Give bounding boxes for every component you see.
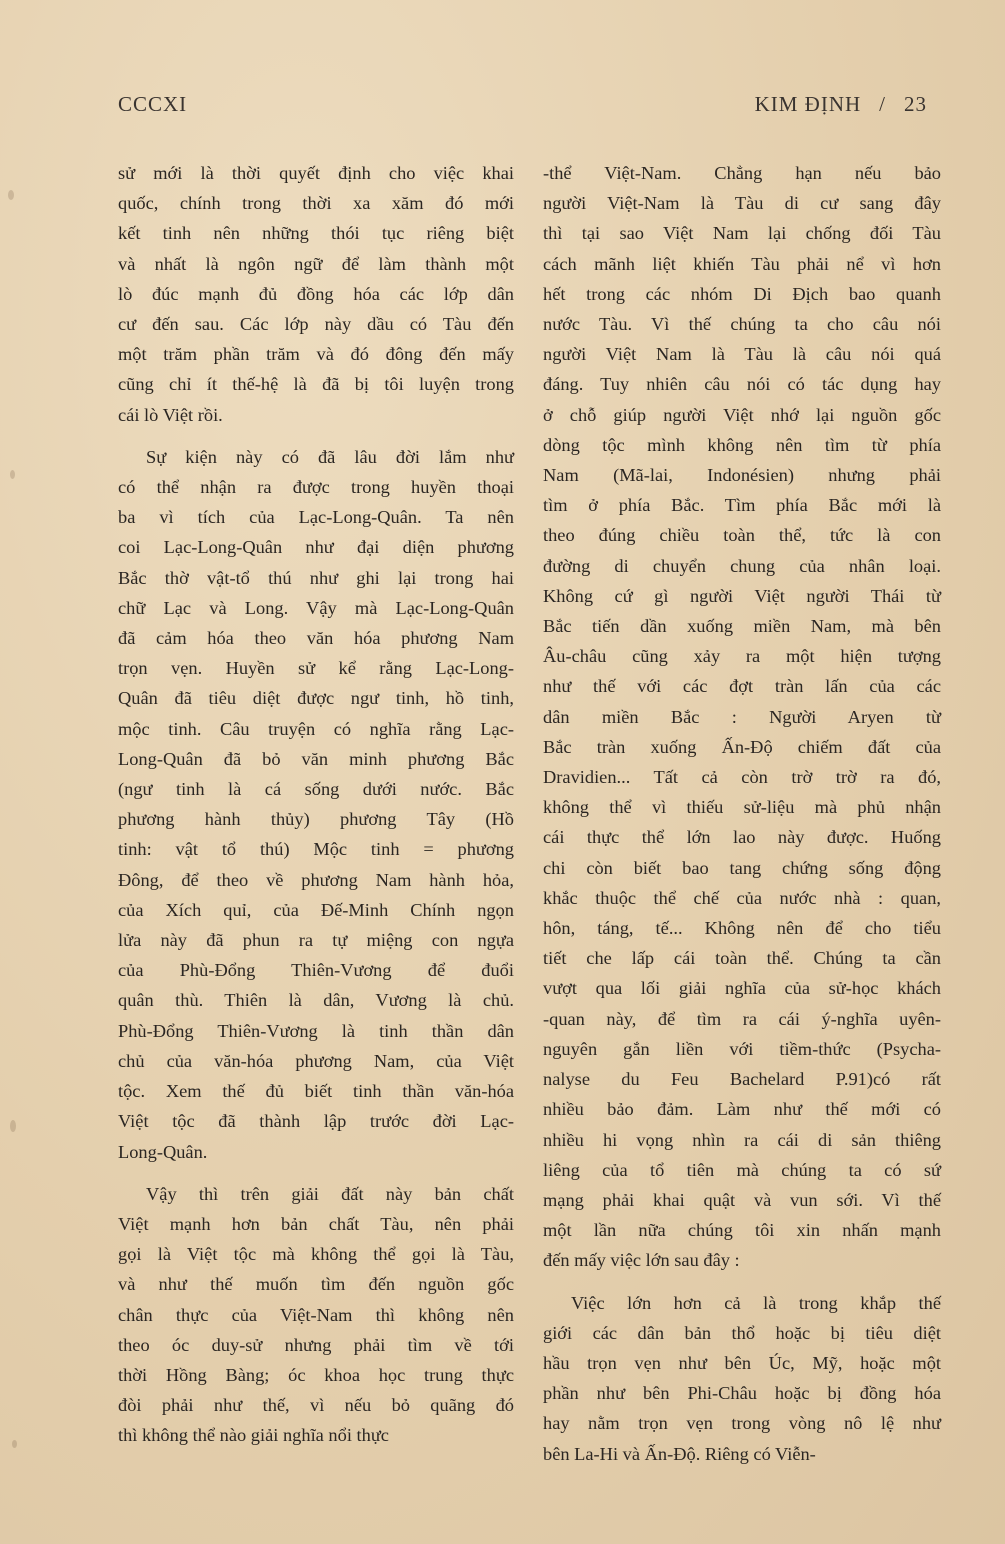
text-line: chủ của văn-hóa phương Nam, của Việt [118, 1050, 514, 1071]
text-line: không thể vì thiếu sử-liệu mà phủ nhận [543, 797, 941, 818]
text-line: Nam (Mã-lai, Indonésien) nhưng phải [543, 465, 941, 486]
text-line: người Việt Nam là Tàu là câu nói quá [543, 344, 941, 365]
text-line: -quan này, để tìm ra cái ý-nghĩa uyên- [543, 1008, 941, 1029]
text-line: dân miền Bắc : Người Aryen từ [543, 706, 941, 727]
text-line: Vậy thì trên giải đất này bản chất [146, 1183, 514, 1204]
text-line: nhiều hi vọng nhìn ra cái di sản thiêng [543, 1129, 941, 1150]
text-line: trọn vẹn. Huyền sử kể rằng Lạc-Long- [118, 658, 514, 679]
text-line: có thể nhận ra được trong huyền thoại [118, 477, 514, 498]
text-line: ba vì tích của Lạc-Long-Quân. Ta nên [118, 507, 514, 528]
text-line: chi còn biết bao tang chứng sống động [543, 857, 941, 878]
text-line: Bắc tiến dần xuống miền Nam, mà bên [543, 616, 941, 637]
text-line: nước Tàu. Vì thế chúng ta cho câu nói [543, 314, 941, 335]
text-line: liêng của tổ tiên mà chúng ta có sứ [543, 1159, 941, 1180]
text-line: tiết che lấp cái toàn thể. Chúng ta cần [543, 948, 941, 969]
text-line: nhiều bảo đảm. Làm như thế mới có [543, 1099, 941, 1120]
text-line: nguyên gắn liền với tiềm-thức (Psycha- [543, 1038, 941, 1059]
text-line: và như thế muốn tìm đến nguồn gốc [118, 1274, 514, 1295]
text-line: của Phù-Đổng Thiên-Vương để đuổi [118, 960, 514, 981]
text-line: của Xích quỉ, của Đế-Minh Chính ngọn [118, 899, 514, 920]
text-line: quân thù. Thiên là dân, Vương là chủ. [118, 990, 514, 1011]
paper-mark [12, 1440, 17, 1448]
text-line: người Việt-Nam là Tàu di cư sang đây [543, 193, 941, 214]
paper-mark [8, 190, 14, 200]
text-line: đường di chuyển chung của nhân loại. [543, 555, 941, 576]
text-line: chân thực của Việt-Nam thì không nên [118, 1304, 514, 1325]
text-line: tinh: vật tổ thú) Mộc tinh = phương [118, 839, 514, 860]
text-line: lò đúc mạnh đủ đồng hóa các lớp dân [118, 283, 514, 304]
text-line: khắc thuộc thể chế của nước nhà : quan, [543, 887, 941, 908]
text-line: hôn, táng, tế... Không nên để cho tiểu [543, 918, 941, 939]
text-line: giới các dân bản thổ hoặc bị tiêu diệt [543, 1322, 941, 1343]
text-column-right [543, 158, 941, 1469]
text-line: tộc. Xem thế đủ biết tinh thần văn-hóa [118, 1081, 514, 1102]
text-line: như thế với các đợt tràn lấn của các [543, 676, 941, 697]
text-line: đã cảm hóa theo văn hóa phương Nam [118, 628, 514, 649]
text-column-left [118, 158, 514, 1451]
text-line: Âu-châu cũng xảy ra một hiện tượng [543, 646, 941, 667]
paragraph [543, 1288, 941, 1469]
text-line: Quân đã tiêu diệt được ngư tinh, hồ tinh, [118, 688, 514, 709]
paragraph [118, 1179, 514, 1451]
page-number: 23 [904, 92, 927, 116]
header-author: KIM ĐỊNH [754, 92, 862, 116]
text-line: theo đúng chiều toàn thể, tức là con [543, 525, 941, 546]
text-line: thì không thể nào giải nghĩa nổi thực [118, 1425, 389, 1446]
text-line: cư đến sau. Các lớp này dầu có Tàu đến [118, 314, 514, 335]
text-line: hay nằm trọn vẹn trong vòng nô lệ như [543, 1413, 941, 1434]
text-line: mộc tinh. Câu truyện có nghĩa rằng Lạc- [118, 718, 514, 739]
text-line: Dravidien... Tất cả còn trờ trờ ra đó, [543, 767, 941, 788]
text-line: gọi là Việt tộc mà không thể gọi là Tàu, [118, 1244, 514, 1265]
text-line: Long-Quân. [118, 1141, 208, 1162]
text-line: cách mãnh liệt khiến Tàu phải nể vì hơn [543, 253, 941, 274]
text-line: cái lò Việt rồi. [118, 404, 223, 425]
text-line: lửa này đã phun ra tự miệng con ngựa [118, 930, 514, 951]
paragraph [118, 442, 514, 1167]
text-line: sử mới là thời quyết định cho việc khai [118, 163, 514, 183]
text-line: chữ Lạc và Long. Vậy mà Lạc-Long-Quân [118, 597, 514, 618]
text-line: đòi phải như thế, vì nếu bỏ quãng đó [118, 1395, 514, 1416]
text-line: dòng tộc mình không nên tìm từ phía [543, 434, 941, 455]
header-left-numeral: CCCXI [118, 92, 188, 116]
text-line: phương hành thủy) phương Tây (Hồ [118, 809, 514, 830]
text-line: -thể Việt-Nam. Chẳng hạn nếu bảo [543, 163, 941, 183]
paper-mark [10, 470, 15, 479]
text-line: Phù-Đổng Thiên-Vương là tinh thần dân [118, 1020, 514, 1041]
text-line: Việc lớn hơn cả là trong khắp thế [571, 1292, 941, 1313]
header-right [755, 92, 927, 117]
paragraph [118, 158, 514, 430]
text-line: Đông, để theo về phương Nam hành hỏa, [118, 869, 514, 890]
text-line: bên La-Hi và Ấn-Độ. Riêng có Viễn- [543, 1443, 816, 1464]
text-line: theo óc duy-sử nhưng phải tìm về tới [118, 1334, 514, 1355]
text-line: Bắc thờ vật-tổ thú như ghi lại trong hai [118, 567, 514, 588]
text-line: Sự kiện này có đã lâu đời lắm như [146, 446, 514, 467]
text-line: và nhất là ngôn ngữ để làm thành một [118, 253, 514, 274]
text-line: tìm ở phía Bắc. Tìm phía Bắc mới là [543, 495, 941, 516]
text-line: thì tại sao Việt Nam lại chống đối Tàu [543, 223, 941, 244]
text-line: quốc, chính trong thời xa xăm đó mới [118, 193, 514, 214]
text-line: vượt qua lối giải nghĩa của sử-học khách [543, 978, 941, 999]
text-line: phần như bên Phi-Châu hoặc bị đồng hóa [543, 1383, 941, 1404]
text-line: ở chỗ giúp người Việt nhớ lại nguồn gốc [543, 404, 941, 425]
text-line: Không cứ gì người Việt người Thái từ [543, 585, 941, 606]
text-line: Việt mạnh hơn bản chất Tàu, nên phải [118, 1213, 514, 1234]
text-line: một trăm phần trăm và đó đông đến mấy [118, 344, 514, 365]
text-line: hầu trọn vẹn như bên Úc, Mỹ, hoặc một [543, 1352, 941, 1373]
text-line: đáng. Tuy nhiên câu nói có tác dụng hay [543, 374, 941, 395]
text-line: thời Hồng Bàng; óc khoa học trung thực [118, 1364, 514, 1385]
text-line: mạng phải khai quật và vun sới. Vì thế [543, 1189, 941, 1210]
paragraph [543, 158, 941, 1276]
running-header [118, 92, 927, 122]
text-line: Long-Quân đã bỏ văn minh phương Bắc [118, 748, 514, 769]
paper-mark [10, 1120, 16, 1132]
text-line: Việt tộc đã thành lập trước đời Lạc- [118, 1111, 514, 1132]
text-line: nalyse du Feu Bachelard P.91)có rất [543, 1069, 941, 1090]
text-line: hết trong các nhóm Di Địch bao quanh [543, 283, 941, 304]
text-line: cũng chỉ ít thế-hệ là đã bị tôi luyện trong [118, 374, 514, 395]
text-line: coi Lạc-Long-Quân như đại diện phương [118, 537, 514, 558]
text-line: đến mấy việc lớn sau đây : [543, 1250, 740, 1271]
text-line: một lần nữa chúng tôi xin nhấn mạnh [543, 1220, 941, 1241]
text-line: Bắc tràn xuống Ấn-Độ chiếm đất của [543, 736, 941, 757]
text-line: (ngư tinh là cá sống dưới nước. Bắc [118, 779, 514, 800]
text-line: cái thực thể lớn lao này được. Huống [543, 827, 941, 848]
text-line: kết tinh nên những thói tục riêng biệt [118, 223, 514, 244]
header-separator: / [879, 92, 886, 116]
